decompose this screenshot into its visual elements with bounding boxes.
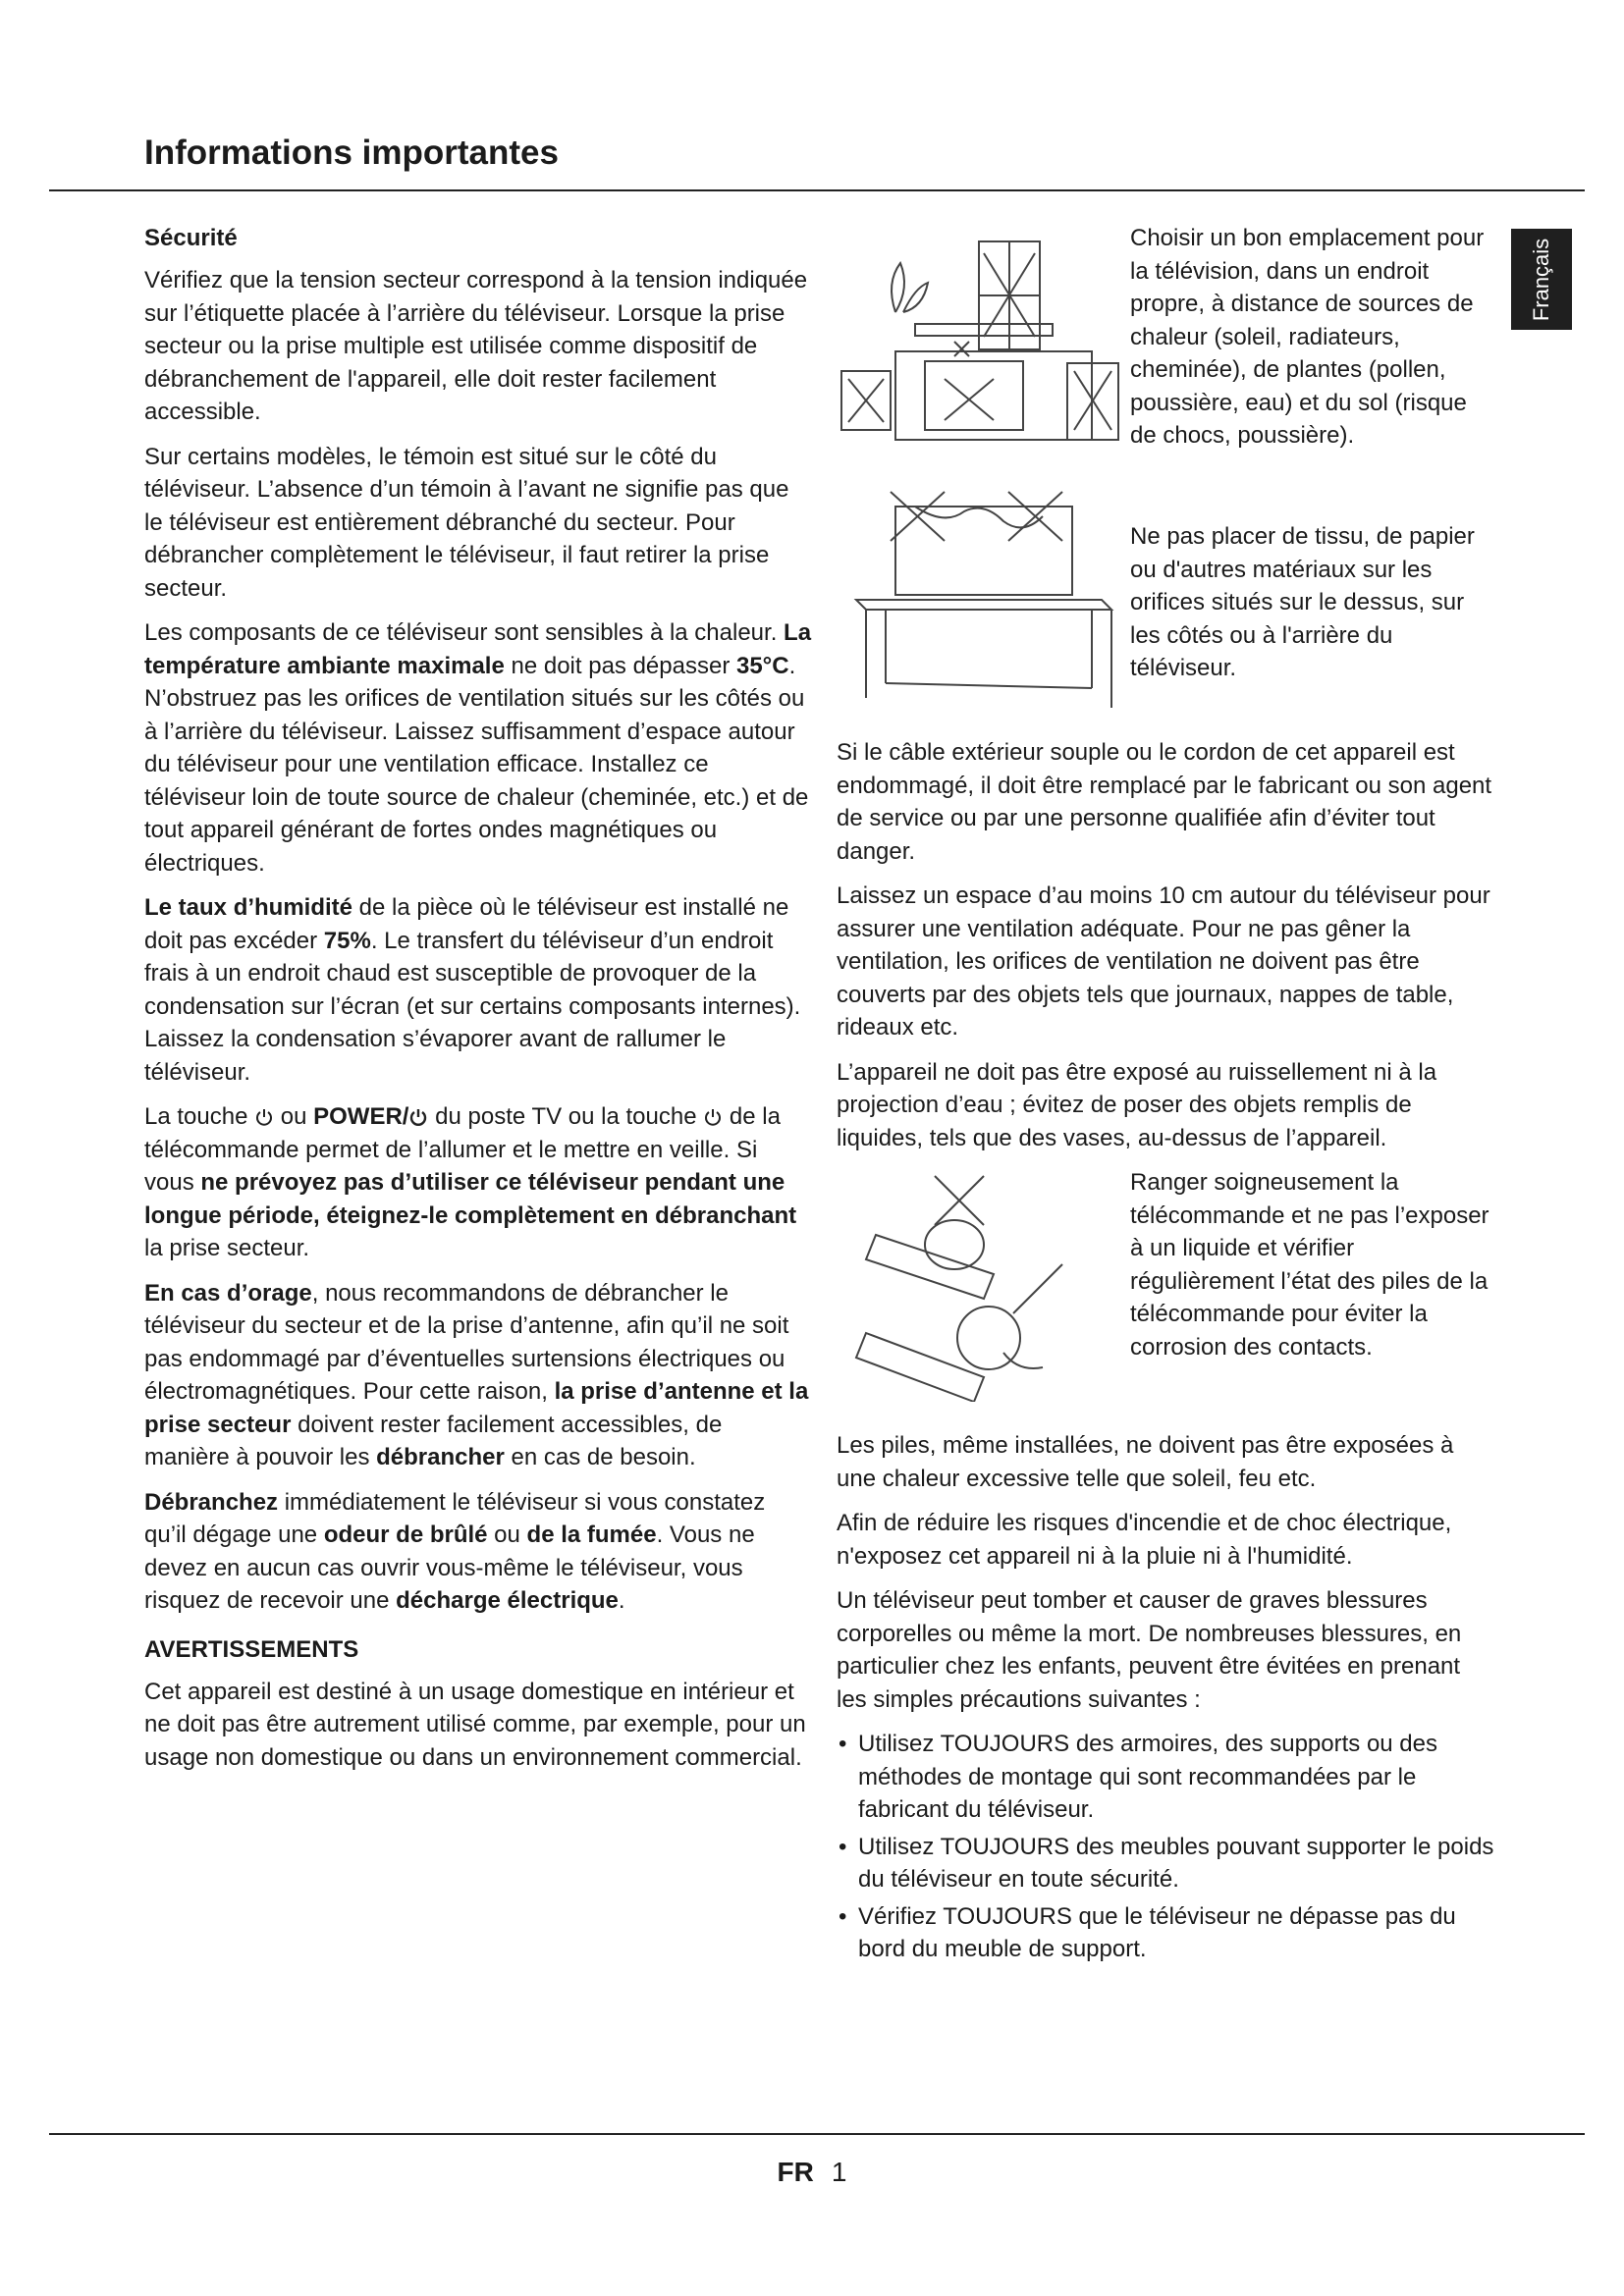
text: ou: [487, 1522, 527, 1548]
list-item: • Utilisez TOUJOURS des meubles pouvant supporter le poids du téléviseur en toute sécurité.: [837, 1831, 1494, 1896]
paragraph-water: L’appareil ne doit pas être exposé au ruissellement ni à la projection d’eau ; évitez de poser des objets remplis de liquides, tels que des vases, au-dessus de l’appareil.: [837, 1058, 1437, 1151]
text: .: [618, 1587, 625, 1614]
text: . Le transfert du téléviseur d’un endroit frais à un endroit chaud est susceptible de provoquer de la condensation sur l’écran (et sur certains composants internes). Laissez la condensation s’évaporer avant de rallumer le téléviseur.: [144, 927, 801, 1086]
text: la prise secteur.: [144, 1235, 310, 1261]
text: ne doit pas dépasser: [504, 652, 736, 679]
page-title: Informations importantes: [144, 133, 559, 172]
text-bold: débrancher: [376, 1444, 505, 1470]
placement-text: Choisir un bon emplacement pour la télévision, dans un endroit propre, à distance de sources de chaleur (soleil, radiateurs, cheminée), de plantes (pollen, poussière, eau) et du sol (risque de chocs, poussière).: [1130, 225, 1485, 449]
placement-figure-row: [837, 222, 1494, 483]
text-bold: décharge électrique: [396, 1587, 619, 1614]
remote-figure-row: [837, 1166, 1494, 1429]
tv-cover-illustration: [837, 487, 1121, 713]
footer-divider: [49, 2133, 1585, 2135]
language-tab-label: Français: [1529, 238, 1554, 321]
text-bold: La température ambiante maximale: [144, 619, 812, 679]
paragraph-power: [144, 1100, 812, 1265]
remote-control-illustration: [837, 1166, 1121, 1402]
text: de la télécommande permet de l’allumer et le mettre en veille. Si vous: [144, 1103, 781, 1196]
list-item: • Vérifiez TOUJOURS que le téléviseur ne dépasse pas du bord du meuble de support.: [837, 1900, 1494, 1966]
list-item: • Utilisez TOUJOURS des armoires, des supports ou des méthodes de montage qui sont recommandées par le fabricant du téléviseur.: [837, 1728, 1494, 1827]
power-icon: [703, 1107, 723, 1127]
remote-text: Ranger soigneusement la télécommande et ne pas l’exposer à un liquide et vérifier régulièrement l’état des piles de la télécommande pour éviter la corrosion des contacts.: [1130, 1169, 1489, 1361]
safety-bullets: [837, 1728, 1494, 1966]
tv-placement-illustration: [837, 234, 1121, 469]
header-divider: [49, 189, 1585, 191]
warnings-heading: AVERTISSEMENTS: [144, 1635, 359, 1663]
page-number: 1: [831, 2157, 847, 2187]
text-bold: ne prévoyez pas d’utiliser ce téléviseur pendant une longue période, éteignez-le complètement en débranchant: [144, 1169, 797, 1229]
text: . Vous ne devez en aucun cas ouvrir vous-même le téléviseur, vous risquez de recevoir une: [144, 1522, 755, 1614]
paragraph-storm: [144, 1277, 812, 1474]
text: Les composants de ce téléviseur sont sensibles à la chaleur.: [144, 619, 785, 646]
paragraph-unplug: [144, 1486, 812, 1618]
text-bold: Débranchez: [144, 1488, 279, 1516]
text-bold: la prise d’antenne et la prise secteur: [144, 1378, 809, 1438]
paragraph-tipping: Un téléviseur peut tomber et causer de graves blessures corporelles ou même la mort. De nombreuses blessures, en particulier chez les enfants, peuvent être évitées en prenant les simples précautions suivantes :: [837, 1587, 1462, 1713]
text-bold: 75%: [323, 927, 371, 954]
left-column: [144, 222, 812, 1786]
text: ou: [274, 1103, 314, 1130]
text: doivent rester facilement accessibles, de manière à pouvoir les: [144, 1411, 723, 1470]
text: en cas de besoin.: [504, 1444, 696, 1470]
paragraph-voltage: Vérifiez que la tension secteur correspond à la tension indiquée sur l’étiquette placée à l’arrière du téléviseur. Lorsque la prise secteur ou la prise multiple est utilisée comme dispositif de débranchement de l'appareil, elle doit rester facilement accessible.: [144, 267, 808, 425]
paragraph-batteries: Les piles, même installées, ne doivent pas être exposées à une chaleur excessive telle que soleil, feu etc.: [837, 1432, 1454, 1492]
ventilation-figure-row: [837, 483, 1494, 736]
page-footer: [0, 2157, 1624, 2188]
text: du poste TV ou la touche: [428, 1103, 704, 1130]
language-tab: [1511, 229, 1572, 330]
paragraph-temperature: [144, 616, 812, 880]
security-heading: Sécurité: [144, 225, 238, 251]
footer-lang: FR: [777, 2157, 814, 2187]
power-icon: [254, 1107, 274, 1127]
paragraph-humidity: [144, 891, 812, 1089]
text-bold: 35°C: [735, 652, 789, 679]
text-bold: de la fumée: [526, 1522, 657, 1548]
text: immédiatement le téléviseur si vous constatez qu’il dégage une: [144, 1488, 766, 1548]
text-bold: Le taux d’humidité: [144, 894, 353, 921]
paragraph-rain: Afin de réduire les risques d'incendie et de choc électrique, n'exposez cet appareil ni à la pluie ni à l'humidité.: [837, 1510, 1452, 1570]
paragraph-indicator: Sur certains modèles, le témoin est situé sur le côté du téléviseur. L’absence d’un témoin à l’avant ne signifie pas que le téléviseur est entièrement débranché du secteur. Pour débrancher complètement le téléviseur, il faut retirer la prise secteur.: [144, 443, 789, 602]
text-bold: En cas d’orage: [144, 1279, 312, 1307]
text: . N’obstruez pas les orifices de ventilation situés sur les côtés ou à l’arrière du téléviseur. Laissez suffisamment d’espace autour du téléviseur pour une ventilation efficace. Installez ce téléviseur loin de toute source de chaleur (cheminée, etc.) et de tout appareil générant de fortes ondes magnétiques ou électriques.: [144, 652, 809, 877]
power-icon: [408, 1107, 428, 1127]
text-bold: POWER/: [313, 1103, 409, 1130]
text: de la pièce où le téléviseur est installé ne doit pas excéder: [144, 894, 789, 954]
text: , nous recommandons de débrancher le téléviseur du secteur et de la prise d’antenne, afin qu’il ne soit pas endommagé par d’éventuelles surtensions électriques ou électromagnétiques. Pour cette raison,: [144, 1279, 789, 1405]
paragraph-cable: Si le câble extérieur souple ou le cordon de cet appareil est endommagé, il doit être remplacé par le fabricant ou son agent de service ou par une personne qualifiée afin d’éviter tout danger.: [837, 739, 1492, 865]
ventilation-text: Ne pas placer de tissu, de papier ou d'autres matériaux sur les orifices situés sur le dessus, sur les côtés ou à l'arrière du téléviseur.: [1130, 523, 1475, 681]
paragraph-domestic-use: Cet appareil est destiné à un usage domestique en intérieur et ne doit pas être autrement utilisé comme, par exemple, pour un usage non domestique ou dans un environnement commercial.: [144, 1678, 806, 1771]
text-bold: odeur de brûlé: [323, 1522, 488, 1548]
right-column: [837, 222, 1494, 1970]
paragraph-space: Laissez un espace d’au moins 10 cm autour du téléviseur pour assurer une ventilation adéquate. Pour ne pas gêner la ventilation, les orifices de ventilation ne doivent pas être couverts par des objets tels que journaux, nappes de table, rideaux etc.: [837, 882, 1490, 1041]
text: La touche: [144, 1103, 255, 1130]
